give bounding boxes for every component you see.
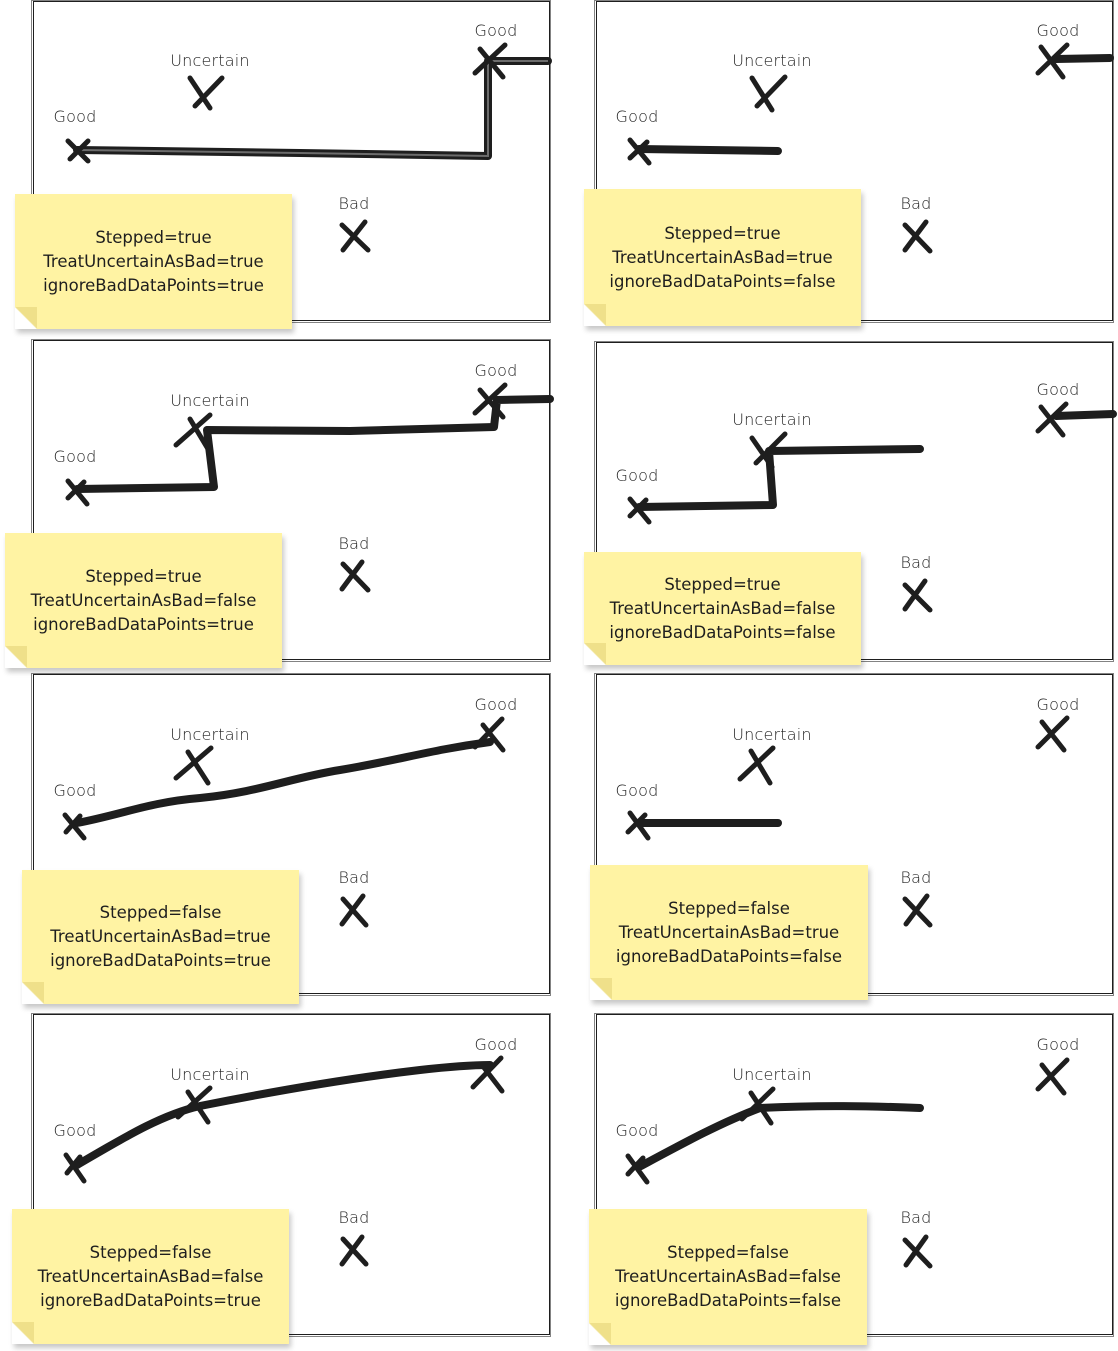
label-uncertain: Uncertain	[170, 391, 250, 410]
label-uncertain: Uncertain	[732, 51, 812, 70]
label-uncertain: Uncertain	[170, 725, 250, 744]
x-marker-bad	[905, 222, 930, 251]
panel-stepped-false-uncertainbad-true-ignorebad-true	[0, 670, 560, 1005]
panel-stepped-true-uncertainbad-false-ignorebad-true	[0, 335, 560, 670]
label-good-1: Good	[615, 781, 659, 800]
trend-line	[77, 1065, 490, 1165]
label-bad: Bad	[338, 534, 370, 553]
label-bad: Bad	[338, 1208, 370, 1227]
note-treat-uncertain: TreatUncertainAsBad=true	[43, 251, 264, 271]
label-good-1: Good	[615, 107, 659, 126]
note-treat-uncertain: TreatUncertainAsBad=false	[30, 590, 257, 610]
sticky-note	[12, 1209, 289, 1344]
x-marker-bad	[342, 1237, 366, 1264]
label-bad: Bad	[900, 1208, 932, 1227]
panel-stepped-true-uncertainbad-true-ignorebad-false	[560, 0, 1118, 335]
panel-stepped-false-uncertainbad-false-ignorebad-false	[560, 1005, 1118, 1351]
sticky-note	[15, 194, 292, 329]
note-ignore-bad: ignoreBadDataPoints=false	[614, 1291, 842, 1310]
x-marker-bad	[905, 896, 930, 925]
note-ignore-bad: ignoreBadDataPoints=true	[40, 1290, 261, 1310]
x-marker-good-1	[66, 1155, 84, 1181]
label-bad: Bad	[900, 194, 932, 213]
note-treat-uncertain: TreatUncertainAsBad=true	[618, 922, 840, 942]
note-ignore-bad: ignoreBadDataPoints=true	[43, 275, 264, 295]
label-good-1: Good	[53, 1121, 97, 1140]
note-stepped: Stepped=true	[664, 223, 781, 243]
x-marker-bad	[905, 581, 930, 610]
sticky-note	[584, 552, 861, 665]
note-treat-uncertain: TreatUncertainAsBad=true	[50, 927, 271, 946]
trend-line	[639, 1106, 920, 1167]
x-marker-bad	[905, 1237, 930, 1266]
x-marker-bad	[342, 896, 366, 925]
x-marker-good-2	[1038, 718, 1067, 750]
sticky-note	[590, 865, 868, 1000]
label-good-1: Good	[53, 447, 97, 466]
note-stepped: Stepped=true	[95, 227, 212, 247]
sticky-note	[5, 533, 282, 668]
label-good-1: Good	[53, 781, 97, 800]
note-ignore-bad: ignoreBadDataPoints=false	[609, 622, 836, 642]
panel-stepped-true-uncertainbad-true-ignorebad-true	[0, 0, 560, 335]
panel-stepped-false-uncertainbad-true-ignorebad-false	[560, 670, 1118, 1005]
note-stepped: Stepped=false	[667, 1243, 789, 1262]
note-stepped: Stepped=true	[664, 574, 781, 594]
note-stepped: Stepped=true	[85, 566, 202, 586]
label-good-2: Good	[474, 1035, 518, 1054]
trend-line	[77, 61, 548, 156]
x-marker-uncertain	[190, 78, 222, 108]
label-uncertain: Uncertain	[732, 725, 812, 744]
label-bad: Bad	[338, 194, 370, 213]
x-marker-bad	[342, 222, 368, 250]
note-ignore-bad: ignoreBadDataPoints=true	[33, 614, 254, 634]
label-uncertain: Uncertain	[170, 51, 250, 70]
label-good-1: Good	[615, 1121, 659, 1140]
x-marker-uncertain	[740, 748, 773, 783]
label-bad: Bad	[338, 868, 370, 887]
label-uncertain: Uncertain	[170, 1065, 250, 1084]
label-good-2: Good	[474, 361, 518, 380]
sticky-note	[22, 870, 299, 1004]
note-stepped: Stepped=false	[668, 898, 790, 918]
note-treat-uncertain: TreatUncertainAsBad=false	[609, 598, 836, 618]
label-uncertain: Uncertain	[732, 410, 812, 429]
label-bad: Bad	[900, 868, 932, 887]
sticky-note	[584, 189, 861, 326]
note-stepped: Stepped=false	[89, 1242, 212, 1262]
x-marker-good-1	[628, 1156, 647, 1182]
label-good-2: Good	[474, 695, 518, 714]
label-good-1: Good	[615, 466, 659, 485]
label-good-2: Good	[1036, 380, 1080, 399]
sticky-note	[589, 1209, 867, 1345]
note-ignore-bad: ignoreBadDataPoints=false	[615, 946, 843, 966]
label-bad: Bad	[900, 553, 932, 572]
label-good-2: Good	[474, 21, 518, 40]
x-marker-good-2	[1038, 1060, 1067, 1093]
note-stepped: Stepped=false	[99, 903, 222, 922]
note-ignore-bad: ignoreBadDataPoints=true	[50, 951, 271, 970]
note-treat-uncertain: TreatUncertainAsBad=false	[37, 1266, 264, 1286]
label-good-2: Good	[1036, 1035, 1080, 1054]
note-ignore-bad: ignoreBadDataPoints=false	[609, 271, 836, 291]
label-good-1: Good	[53, 107, 97, 126]
note-treat-uncertain: TreatUncertainAsBad=true	[612, 247, 833, 267]
panel-stepped-false-uncertainbad-false-ignorebad-true	[0, 1005, 560, 1351]
trend-line-segment-1	[639, 449, 920, 507]
label-uncertain: Uncertain	[732, 1065, 812, 1084]
label-good-2: Good	[1036, 21, 1080, 40]
panel-stepped-true-uncertainbad-false-ignorebad-false	[560, 335, 1118, 670]
x-marker-uncertain	[752, 77, 785, 110]
x-marker-uncertain	[176, 748, 211, 783]
label-good-2: Good	[1036, 695, 1080, 714]
x-marker-good-1	[65, 815, 84, 838]
x-marker-bad	[342, 562, 368, 590]
note-treat-uncertain: TreatUncertainAsBad=false	[615, 1267, 841, 1286]
